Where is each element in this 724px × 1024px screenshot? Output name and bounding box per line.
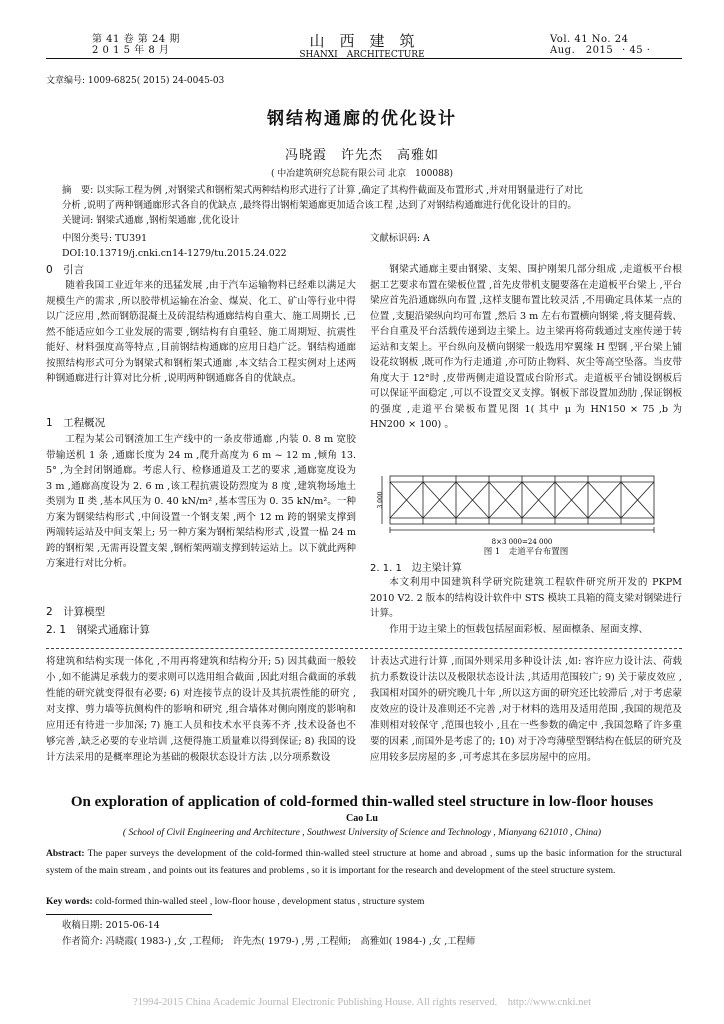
right-paragraph-2-block	[370, 575, 682, 637]
date-en: Aug. 2015	[550, 45, 614, 56]
subsection-2-1-1-heading: 2. 1. 1 边主梁计算	[370, 563, 462, 574]
page-number: · 45 ·	[622, 45, 651, 56]
figure-1-walkway-plan	[372, 466, 678, 556]
figure-1-caption: 图 1 走道平台布置图	[483, 547, 569, 557]
section-1-paragraph: 工程为某公司钢渣加工生产线中的一条皮带通廊 ,内装 0. 8 m 宽胶带输送机 1 条 ,通廊长度为 24 m ,爬升高度为 6 m ~ 12 m ,倾角 13. 5° ,为全封闭钢通廊。考虑人行、检修通道及工艺的要求 ,通廊宽度设为 3 m ,通廊高度设为 2. 6 m ,该工程抗震设防烈度为 8 度 ,建筑物场地土类别为 Ⅱ 类 ,基本风压为 0. 40 kN/m² ,基本雪压为 0. 35 kN/m²。一种方案为钢梁结构形式 ,中间设置一个钢支架 ,两个 12 m 跨的钢梁支撑到两端转运站及中间支架上; 另一种方案为钢桁架结构形式 ,设置一榀 24 m 跨的钢桁架 ,无需再设置支架 ,钢桁架两端支撑到转运站上。以下就此两种方案进行对比分析。	[46, 434, 356, 569]
english-abstract-text: The paper surveys the development of the cold-formed thin-walled steel structure at home and abroad , sums up the basic information for the structural system of the main stream , and points out its features and problems , so it is important for the research and development of the steel structure system.	[46, 849, 682, 876]
english-abstract	[46, 846, 682, 880]
doi: DOI:10.13719/j.cnki.cn14-1279/tu.2015.24.022	[62, 248, 287, 259]
section-2-1-heading: 2. 1 钢梁式通廊计算	[46, 624, 151, 636]
section-0-paragraph: 随着我国工业近年来的迅猛发展 ,由于汽车运输物料已经难以满足大规模生产的需求 ,所以胶带机运输在冶金、煤炭、化工、矿山等行业中得以广泛应用 ,然而钢筋混凝土及砖混结构通廊结构自重大、施工周期长 ,已然不能适应如今工业发展的需要 ,钢结构有自重轻、施工周期短、抗震性能好、材料强度高等特点 ,目前钢结构通廊的应用日趋广泛。钢结构通廊按照结构形式可分为钢梁式和钢桁架式通廊 ,本文结合工程实例对上述两种钢通廊进行计算对比分析 ,说明两种钢通廊各自的优缺点。	[46, 280, 356, 384]
affiliation: ( 中冶建筑研究总院有限公司 北京 100088)	[270, 169, 454, 179]
volume-cn: 第 41 卷 第 24 期	[92, 34, 180, 45]
abstract-label: 摘 要:	[62, 185, 94, 196]
date-cn: 2 0 1 5 年 8 月	[92, 45, 170, 56]
english-title: On exploration of application of cold-formed thin-walled steel structure in low-floor houses	[70, 794, 654, 810]
journal-name-en: SHANXI ARCHITECTURE	[299, 50, 425, 60]
section-0-text	[46, 278, 356, 387]
english-keywords-text: cold-formed thin-walled steel , low-floor house , development status , structure system	[95, 897, 425, 907]
right-column-text	[370, 262, 682, 433]
article-number: 文章编号: 1009-6825( 2015) 24-0045-03	[46, 76, 225, 86]
section-1-text	[46, 432, 356, 572]
english-affiliation: ( School of Civil Engineering and Architecture , Southwest University of Science and Technology , Mianyang 621010 , China)	[122, 828, 602, 838]
journal-name-cn: 山 西 建 筑	[309, 32, 415, 50]
authors: 冯晓霞 许先杰 高雅如	[284, 148, 439, 163]
cnki-watermark: ?1994-2015 China Academic Journal Electronic Publishing House. All rights reserved. http://www.cnki.net	[132, 997, 592, 1008]
article-divider	[46, 648, 682, 649]
section-2-heading: 2 计算模型	[46, 606, 106, 618]
abstract	[62, 184, 682, 198]
figure-width-dimension: 3 000	[377, 491, 384, 509]
received-date: 收稿日期: 2015-06-14	[62, 920, 160, 931]
prev-article-right: 计表达式进行计算 ,而国外则采用多种设计法 ,如: 容许应力设计法、荷载抗力系数设计法以及极限状态设计法 ,其适用范围较广; 9) 关于蒙皮效应 ,我国相对国外的研究晚几十年 ,所以这方面的研究还比较滞后 ,对于考虑蒙皮效应的设计及准则还不完善 ,对于材料的选用及适用范围 ,我国的规范及准则相对较保守 ,范围也较小 ,且在一些参数的确定中 ,我国忽略了许多重要的因素 ,而国外是考虑了的; 10) 对于冷弯薄壁型钢结构在低层的研究及应用较多层房屋的多 ,可考虑其在多层房屋中的应用。	[370, 656, 682, 763]
abstract-line-2: 分析 ,说明了两种钢通廊形式各自的优缺点 ,最终得出钢桁架通廊更加适合该工程 ,达到了对钢结构通廊进行优化设计的目的。	[62, 200, 577, 211]
english-author: Cao Lu	[346, 813, 378, 824]
header-rule	[46, 58, 682, 59]
section-0-heading: 0 引言	[46, 264, 85, 276]
right-paragraph-3: 作用于边主梁上的恒载包括屋面彩板、屋面檩条、屋面支撑、	[389, 623, 649, 635]
right-paragraph-2: 本文利用中国建筑科学研究院建筑工程软件研究所开发的 PKPM 2010 V2. 2 版本的结构设计软件中 STS 模块工具箱的简支梁对钢梁进行计算。	[370, 577, 682, 619]
figure-span-dimension: 8×3 000=24 000	[491, 538, 553, 546]
english-keywords-label: Key words:	[46, 897, 93, 907]
volume-en: Vol. 41 No. 24	[550, 34, 629, 45]
clc-number: 中图分类号: TU391	[62, 233, 148, 244]
footnote-rule	[46, 914, 212, 915]
right-paragraph-1: 钢梁式通廊主要由钢梁、支架、围护刚架几部分组成 ,走道板平台根据工艺要求布置在梁板位置 ,首先皮带机支腿要落在走道板平台梁上 ,平台梁应首先沿通廊纵向布置 ,这样支腿布置比较灵活 ,不用确定具体某一点的位置 ,支腿沿梁纵向均可布置 ,然后 3 m 左右布置横向钢梁 ,将支腿荷载、平台自重及平台活载传递到边主梁上。边主梁再将荷载通过支座传递于转运站和支架上。平台纵向及横向钢梁一般选用窄翼缘 H 型钢 ,平台梁上铺设花纹钢板 ,既可作为行走通道 ,亦可防止物料、灰尘等高空坠落。当皮带角度大于 12°时 ,皮带两侧走道设置成台阶形式。走道板平台铺设钢板后可以保证平面稳定 ,可以不设置交叉支撑。钢板下部设置加劲肋 ,保证钢板的强度 ,走道平台梁板布置见图 1( 其中 μ 为 HN150 × 75 ,b 为 HN200 × 100) 。	[370, 264, 682, 430]
prev-article-left: 将建筑和结构实现一体化 ,不用再将建筑和结构分开; 5) 因其截面一般较小 ,如不能满足承载力的要求则可以选用组合截面 ,因此对组合截面的承载性能的研究就变得很有必要; 6) 对连接节点的设计及其抗震性能的研究 ,对支撑、剪力墙等抗侧构件的影响和研究 ,组合墙体对侧向刚度的影响和应用还有待进一步加深; 7) 施工人员和技术水平良莠不齐 ,技术设备也不够完善 ,缺乏必要的专业培训 ,这便得施工质量难以得到保证; 8) 我国的设计方法采用的是概率理论为基础的极限状态设计方法 ,以分项系数设	[46, 656, 356, 763]
author-biographies: 作者简介: 冯晓霞( 1983-) ,女 ,工程师; 许先杰( 1979-) ,男 ,工程师; 高雅如( 1984-) ,女 ,工程师	[62, 936, 476, 947]
article-title: 钢结构通廊的优化设计	[267, 109, 457, 129]
english-keywords	[46, 897, 424, 907]
abstract-line-1: 以实际工程为例 ,对钢梁式和钢桁架式两种结构形式进行了计算 ,确定了其构件截面及布置形式 ,并对用钢量进行了对比	[96, 185, 583, 196]
keywords: 关键词: 钢梁式通廊 ,钢桁架通廊 ,优化设计	[62, 215, 240, 226]
english-abstract-label: Abstract:	[46, 849, 85, 859]
document-code: 文献标识码: A	[370, 233, 430, 244]
section-1-heading: 1 工程概况	[46, 417, 106, 429]
